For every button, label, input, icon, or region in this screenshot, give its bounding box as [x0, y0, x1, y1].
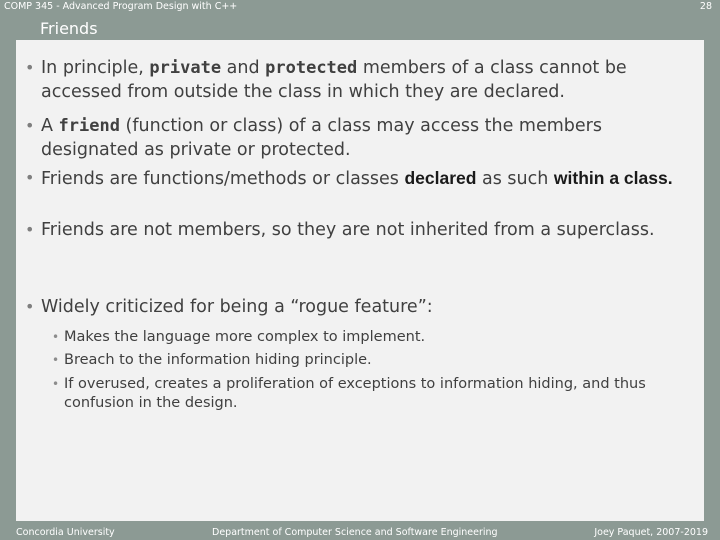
- slide-number: 28: [699, 1, 712, 12]
- slide-title: Friends: [40, 19, 98, 38]
- bullet-marker: •: [25, 220, 35, 239]
- bullet-criticized: [25, 295, 701, 319]
- bullet-marker: •: [25, 58, 35, 77]
- sub-bullet-marker: •: [52, 330, 60, 344]
- sub-bullet-breach: [52, 351, 684, 370]
- bullet-text: Friends are not members, so they are not inherited from a superclass.: [41, 220, 655, 240]
- bullet-text: Friends are functions/methods or classes: [41, 169, 405, 189]
- footer-university: Concordia University: [16, 527, 115, 538]
- bullet-marker: •: [25, 168, 35, 187]
- keyword-friend: friend: [58, 116, 120, 136]
- bullet-friend-declaration: [25, 166, 701, 191]
- bullet-text: members of a class cannot be accessed from outside the class in which they are declared.: [41, 58, 627, 102]
- bullet-friend-access: [25, 114, 701, 162]
- sub-bullet-marker: •: [52, 353, 60, 367]
- title-bar: [16, 16, 720, 40]
- content-panel: [16, 40, 704, 521]
- bullet-marker: •: [25, 297, 35, 316]
- bullet-not-inherited: [25, 218, 701, 242]
- bullet-private-protected: [25, 56, 701, 104]
- bullet-text: and: [221, 58, 266, 78]
- footer-author: Joey Paquet, 2007-2019: [594, 527, 708, 538]
- keyword-private: private: [149, 58, 222, 78]
- bullet-text: A: [41, 116, 59, 136]
- bullet-text: Widely criticized for being a “rogue feature”:: [41, 297, 433, 317]
- sub-bullet-text: Breach to the information hiding principle.: [64, 352, 372, 368]
- bullet-marker: •: [25, 116, 35, 135]
- bullet-text: (function or class) of a class may access the members designated as private or protected.: [41, 116, 602, 160]
- sub-bullet-marker: •: [52, 377, 60, 391]
- bullet-text: as such: [476, 169, 554, 189]
- sub-bullet-complex: [52, 328, 684, 347]
- course-title: COMP 345 - Advanced Program Design with C++: [4, 1, 238, 12]
- bullet-text: In principle,: [41, 58, 150, 78]
- emphasis-declared: declared: [404, 168, 477, 188]
- emphasis-within-class: within a class.: [553, 168, 673, 188]
- sub-bullet-overused: [52, 375, 684, 413]
- sub-bullet-text: If overused, creates a proliferation of exceptions to information hiding, and thus confusion in the design.: [64, 376, 646, 411]
- footer-department: Department of Computer Science and Software Engineering: [212, 527, 498, 538]
- sub-bullet-text: Makes the language more complex to implement.: [64, 329, 426, 345]
- keyword-protected: protected: [265, 58, 358, 78]
